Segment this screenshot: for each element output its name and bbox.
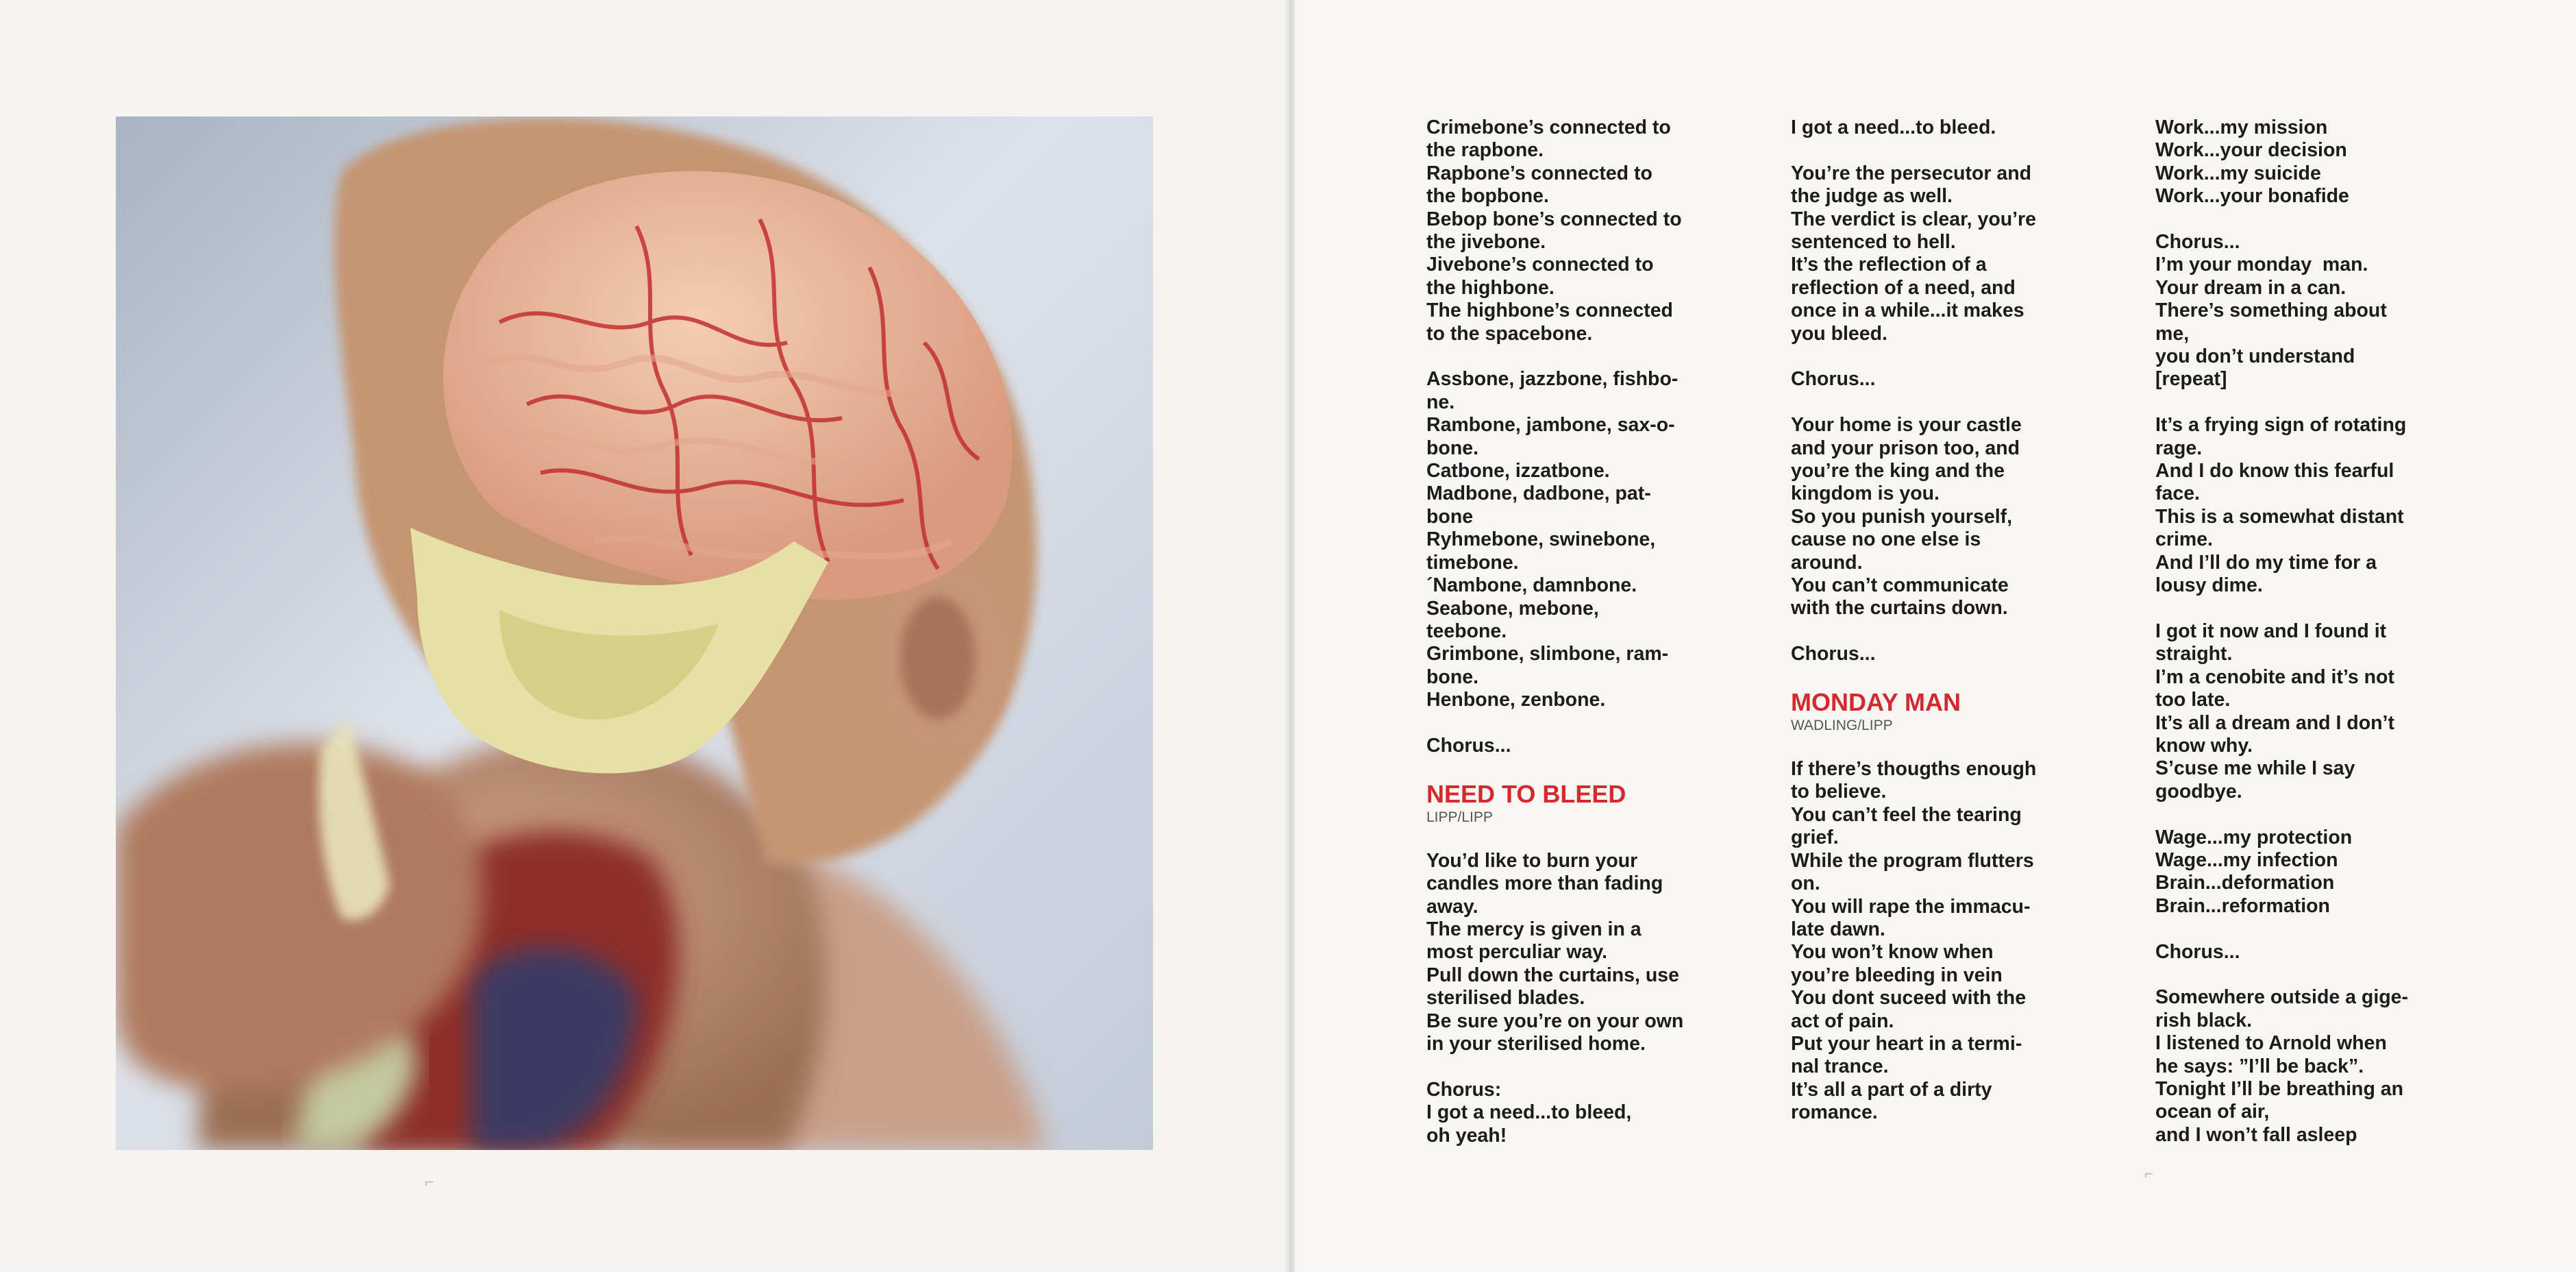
lyric-line: I listened to Arnold when — [2155, 1032, 2387, 1055]
lyric-line: Brain...reformation — [2155, 894, 2330, 917]
lyric-line: lousy dime. — [2155, 574, 2263, 597]
lyric-line: The mercy is given in a — [1426, 918, 1642, 940]
anatomical-head-photo — [116, 117, 1153, 1150]
lyric-line: Madbone, dadbone, pat- — [1426, 482, 1651, 505]
lyric-line: Work...my suicide — [2155, 162, 2321, 184]
lyric-line: Rambone, jambone, sax-o- — [1426, 414, 1675, 437]
lyric-line: Brain...deformation — [2155, 872, 2335, 894]
lyric-line: Chorus... — [2155, 231, 2240, 254]
lyric-line: crime. — [2155, 528, 2213, 551]
lyric-line: you don’t understand — [2155, 345, 2355, 368]
lyric-line: Grimbone, slimbone, ram- — [1426, 643, 1669, 665]
lyric-line: Crimebone’s connected to — [1426, 117, 1671, 138]
lyric-line: Pull down the curtains, use — [1426, 964, 1679, 986]
lyric-line: he says: ”I’ll be back”. — [2155, 1055, 2364, 1077]
lyrics-column-3 — [2155, 117, 2484, 1170]
lyric-line: know why. — [2155, 734, 2253, 757]
lyric-line: nal trance. — [1791, 1055, 1889, 1078]
lyric-line: Work...your decision — [2155, 139, 2347, 162]
lyric-line: I got a need...to bleed. — [1791, 117, 1996, 138]
lyric-line: Bebop bone’s connected to — [1426, 208, 1682, 230]
lyric-line: I’m your monday man. — [2155, 254, 2368, 276]
lyric-line: It’s the reflection of a — [1791, 254, 1987, 276]
lyric-line: It’s all a part of a dirty — [1791, 1078, 1992, 1101]
lyric-line: Chorus... — [1791, 368, 1876, 391]
lyric-line: Be sure you’re on your own — [1426, 1010, 1684, 1032]
lyric-line: ´Nambone, damnbone. — [1426, 574, 1637, 597]
lyric-line: Your home is your castle — [1791, 414, 2022, 437]
lyric-line: Chorus... — [2155, 940, 2240, 963]
lyric-line: I got it now and I found it — [2155, 620, 2387, 642]
lyric-line: romance. — [1791, 1101, 1878, 1124]
lyric-stanza — [1426, 368, 1755, 711]
lyric-line: You won’t know when — [1791, 941, 1994, 964]
lyric-line: once in a while...it makes — [1791, 299, 2024, 322]
lyric-stanza — [1791, 368, 2120, 391]
lyric-line: Jivebone’s connected to — [1426, 254, 1654, 276]
lyric-line: act of pain. — [1791, 1010, 1894, 1032]
lyric-line: late dawn. — [1791, 918, 1885, 940]
lyric-line: Assbone, jazzbone, fishbo- — [1426, 368, 1679, 391]
lyric-line: bone. — [1426, 665, 1478, 688]
lyrics-column-2 — [1791, 117, 2120, 1147]
lyric-line: So you punish yourself, — [1791, 505, 2013, 528]
lyric-line: Put your heart in a termi- — [1791, 1032, 2022, 1055]
lyric-line: ne. — [1426, 391, 1455, 413]
right-page — [1295, 0, 2576, 1272]
lyric-line: the highbone. — [1426, 276, 1555, 299]
lyric-line: face. — [2155, 482, 2200, 505]
lyric-line: goodbye. — [2155, 780, 2242, 803]
lyrics-column-1 — [1426, 117, 1755, 1170]
lyric-line: candles more than fading — [1426, 872, 1663, 895]
lyric-line: teebone. — [1426, 620, 1507, 642]
lyric-stanza — [1426, 735, 1755, 757]
lyric-line: with the curtains down. — [1791, 597, 2008, 620]
lyric-line: Seabone, mebone, — [1426, 597, 1599, 620]
lyric-line: rish black. — [2155, 1009, 2252, 1031]
lyric-line: and your prison too, and — [1791, 437, 2020, 459]
lyric-stanza — [1791, 758, 2120, 1125]
lyric-stanza — [1426, 1079, 1755, 1147]
lyric-line: This is a somewhat distant — [2155, 505, 2404, 528]
lyric-line: I’m a cenobite and it’s not — [2155, 665, 2394, 688]
lyric-stanza — [1791, 643, 2120, 665]
lyric-line: Chorus: — [1426, 1078, 1502, 1101]
lyric-line: in your sterilised home. — [1426, 1032, 1646, 1055]
lyric-line: Somewhere outside a gige- — [2155, 986, 2408, 1009]
lyric-line: The verdict is clear, you’re — [1791, 208, 2037, 230]
lyric-stanza — [2155, 231, 2484, 391]
lyric-line: Catbone, izzatbone. — [1426, 460, 1610, 482]
lyric-line: rage. — [2155, 437, 2203, 459]
lyric-line: reflection of a need, and — [1791, 276, 2016, 299]
lyric-stanza — [2155, 117, 2484, 208]
lyric-line: [repeat] — [2155, 368, 2227, 391]
lyric-line: I got a need...to bleed, — [1426, 1101, 1632, 1124]
lyric-line: It’s a frying sign of rotating — [2155, 414, 2407, 437]
lyric-line: most perculiar way. — [1426, 941, 1607, 964]
lyric-line: the judge as well. — [1791, 185, 1953, 208]
lyric-line: You’re the persecutor and — [1791, 162, 2032, 184]
lyric-line: Your dream in a can. — [2155, 276, 2346, 299]
song-title: NEED TO BLEED — [1426, 779, 1626, 808]
lyric-line: sentenced to hell. — [1791, 231, 1956, 254]
lyric-line: oh yeah! — [1426, 1124, 1507, 1147]
lyric-line: You can’t communicate — [1791, 574, 2009, 597]
lyric-line: Rapbone’s connected to — [1426, 162, 1652, 184]
print-mark: ⌐ — [425, 1173, 434, 1190]
print-mark: ⌐ — [2144, 1165, 2153, 1182]
lyric-line: There’s something about — [2155, 299, 2387, 322]
song-credits: LIPP/LIPP — [1426, 809, 1493, 825]
lyric-line: around. — [1791, 551, 1863, 574]
lyric-line: It’s all a dream and I don’t — [2155, 711, 2394, 734]
lyric-line: grief. — [1791, 827, 1839, 849]
lyric-line: the rapbone. — [1426, 139, 1544, 162]
song-credits: WADLING/LIPP — [1791, 718, 1893, 734]
lyric-stanza — [2155, 414, 2484, 597]
lyric-line: timebone. — [1426, 551, 1519, 574]
lyric-line: Chorus... — [1791, 643, 1876, 665]
lyric-line: the bopbone. — [1426, 185, 1549, 208]
lyric-line: Wage...my protection — [2155, 826, 2353, 848]
lyric-line: Wage...my infection — [2155, 848, 2338, 871]
lyric-line: Work...your bonafide — [2155, 185, 2349, 208]
lyric-line: bone. — [1426, 437, 1478, 459]
lyric-line: You’d like to burn your — [1426, 849, 1638, 872]
lyric-stanza — [1426, 117, 1755, 345]
lyric-stanza — [2155, 827, 2484, 918]
lyric-line: to the spacebone. — [1426, 322, 1593, 345]
lyric-line: And I do know this fearful — [2155, 460, 2394, 482]
lyric-line: S’cuse me while I say — [2155, 757, 2355, 780]
lyric-line: you bleed. — [1791, 322, 1887, 345]
lyric-line: And I’ll do my time for a — [2155, 551, 2377, 574]
lyric-stanza — [1791, 117, 2120, 139]
lyric-line: ocean of air, — [2155, 1101, 2270, 1123]
lyric-line: kingdom is you. — [1791, 482, 1940, 505]
lyric-line: straight. — [2155, 643, 2233, 665]
lyric-stanza — [1791, 414, 2120, 620]
lyric-line: away. — [1426, 895, 1478, 918]
lyric-line: The highbone’s connected — [1426, 299, 1673, 322]
lyric-line: on. — [1791, 872, 1820, 895]
lyric-line: you’re the king and the — [1791, 460, 2005, 482]
lyric-line: cause no one else is — [1791, 528, 1981, 551]
lyric-stanza — [1791, 162, 2120, 345]
lyric-line: You can’t feel the tearing — [1791, 803, 2022, 826]
lyric-line: While the program flutters — [1791, 849, 2034, 872]
lyric-stanza — [1426, 850, 1755, 1056]
lyric-line: me, — [2155, 322, 2190, 345]
lyric-line: Work...my mission — [2155, 117, 2328, 138]
lyric-stanza — [2155, 986, 2484, 1147]
song-title: MONDAY MAN — [1791, 688, 1961, 717]
lyric-line: you’re bleeding in vein — [1791, 964, 2003, 986]
lyric-stanza — [2155, 620, 2484, 803]
lyric-line: too late. — [2155, 689, 2231, 711]
lyric-line: and I won’t fall asleep — [2155, 1123, 2357, 1146]
lyric-line: bone — [1426, 505, 1474, 528]
lyric-line: You dont suceed with the — [1791, 987, 2027, 1010]
lyric-line: Henbone, zenbone. — [1426, 689, 1606, 711]
lyric-line: Tonight I’ll be breathing an — [2155, 1077, 2404, 1100]
lyric-line: If there’s thougths enough — [1791, 758, 2037, 781]
lyric-line: sterilised blades. — [1426, 987, 1585, 1010]
lyric-line: You will rape the immacu- — [1791, 895, 2031, 918]
lyric-stanza — [2155, 941, 2484, 964]
lyric-line: Ryhmebone, swinebone, — [1426, 528, 1656, 551]
lyric-line: to believe. — [1791, 781, 1887, 803]
lyric-line: Chorus... — [1426, 734, 1511, 757]
lyric-line: the jivebone. — [1426, 231, 1546, 254]
